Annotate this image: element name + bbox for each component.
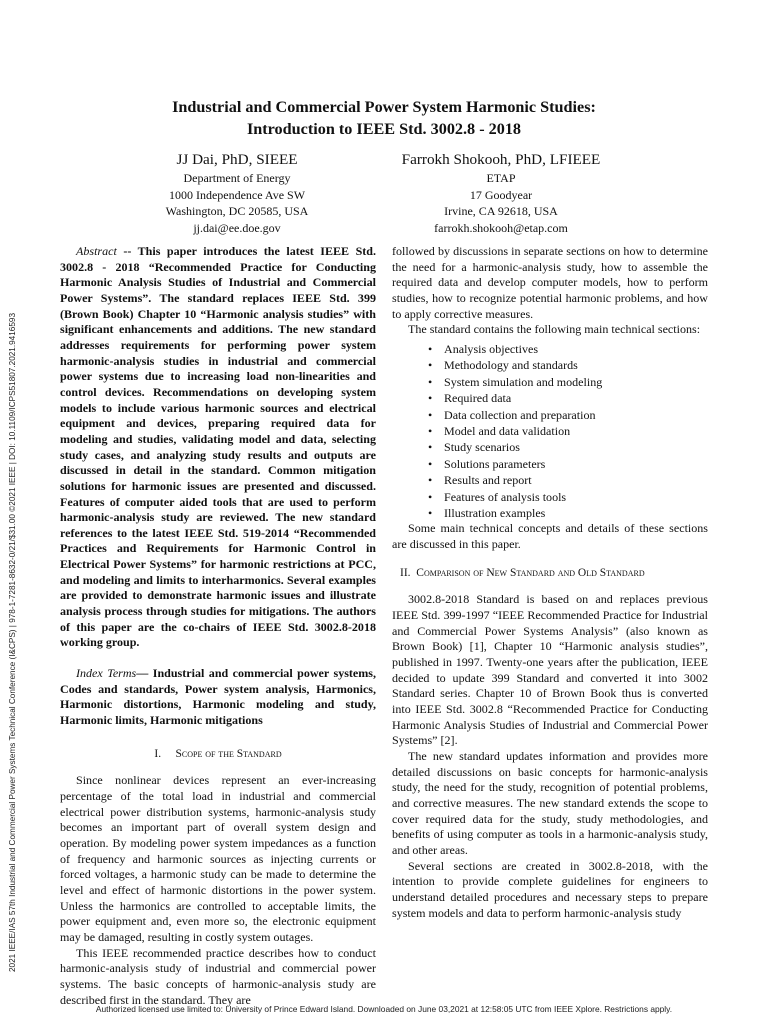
list-item: • Illustration examples	[428, 505, 708, 521]
section-number: II.	[400, 566, 411, 579]
section-1-heading	[60, 747, 376, 763]
paragraph: followed by discussions in separate sections on how to determine the need for a harmonic-analysis study, how to assemble the required data and develop computer models, how to perform studies, how to recognize potential harmonic problems, and how to apply corrective measures.	[392, 244, 708, 321]
section-number: I.	[154, 747, 162, 760]
paragraph: The new standard updates information and provides more detailed discussions on basic concepts for harmonic-analysis study, the need for the study, recognition of potential problems, and corrective measures. The new standard extends the scope to cover required data for the study, study methodologies, and benefits of using computer as tools in a harmonic-analysis study, and other areas.	[392, 748, 708, 857]
author-name: Farrokh Shokooh, PhD, LFIEEE	[401, 151, 601, 168]
abstract-text: -- This paper introduces the latest IEEE Std. 3002.8 - 2018 “Recommended Practice for Conducting Harmonic Analysis Studies of Industrial and Commercial Power Systems”. The standard replaces IEEE Std. 399 (Brown Book) Chapter 10 “Harmonic analysis studies” with significant enhancements and additions. The new standard addresses requirements for performing power system harmonic-analysis studies in industrial and commercial power systems due to increasing load non-linearities and control devices. Recommendations on developing system models to include various harmonic sources and electrical equipment and devices, preparing required data for modeling and studies, validating model and data, selecting study cases, and analyzing study results and outputs are discussed in detail in the standard. Common mitigation solutions for harmonic issues are presented and discussed. Features of computer aided tools that are used to perform harmonic-analysis study are reviewed. The new standard references to the latest IEEE Std. 519-2014 “Recommended Practices and Requirements for Harmonic Control in Electrical Power Systems” for harmonic restrictions at PCC, and modeling and limits to interharmonics. Several examples are provided to demonstrate harmonic issues and illustrate analysis process through studies for mitigations. The authors of this paper are the co-chairs of IEEE Std. 3002.8-2018 working group.	[60, 244, 376, 650]
paragraph: Several sections are created in 3002.8-2018, with the intention to provide complete guidelines for engineers to understand detailed procedures and necessary steps to prepare system models and data to perform harmonic-analysis study	[392, 858, 708, 920]
author-org: ETAP	[486, 171, 516, 185]
left-column	[60, 244, 376, 1008]
list-item: • Required data	[428, 390, 708, 406]
right-column	[392, 244, 708, 921]
list-item: • Study scenarios	[428, 439, 708, 455]
list-item: • Features of analysis tools	[428, 489, 708, 505]
author-address-line: Washington, DC 20585, USA	[165, 204, 309, 218]
paper-title	[60, 96, 708, 140]
paragraph: The standard contains the following main technical sections:	[408, 322, 701, 337]
index-terms-lead: Index Terms	[76, 666, 137, 681]
section-title: Scope of the Standard	[175, 747, 282, 760]
author-address-line: 17 Goodyear	[469, 187, 533, 202]
list-item: • Data collection and preparation	[428, 407, 708, 423]
author-org: Department of Energy	[183, 171, 291, 185]
author-name: JJ Dai, PhD, SIEEE	[176, 151, 298, 168]
section-topic-list	[392, 341, 708, 521]
abstract-lead: Abstract	[76, 244, 117, 258]
author-block-2	[376, 150, 626, 236]
paragraph: Since nonlinear devices represent an ever-increasing percentage of the total load in industrial and commercial electrical power distribution systems, harmonic-analysis study becomes an important part of overall system design and operation. By modeling power system impedances as a function of frequency and harmonic sources as injecting currents or forced voltages, a harmonic study can be made to determine the level and effect of harmonic distortions in the power system. Unless the harmonics are controlled to acceptable limits, the power equipment and, even more so, the electronic equipment may be damaged, resulting in costly system outages.	[60, 773, 376, 944]
list-item: • Analysis objectives	[428, 341, 708, 357]
paragraph: This IEEE recommended practice describes how to conduct harmonic-analysis study of industrial and commercial power systems. The basic concepts of harmonic-analysis study are described first in the standard. They are	[60, 945, 376, 1007]
list-item: • Methodology and standards	[428, 357, 708, 373]
list-item: • Solutions parameters	[428, 456, 708, 472]
author-email: farrokh.shokooh@etap.com	[434, 220, 568, 235]
index-terms-text: — Industrial and commercial power systems, Codes and standards, Power system analysis, Harmonics, Harmonic distortions, Harmonic modeling and study, Harmonic limits, Harmonic mitigations	[60, 666, 376, 728]
paragraph: Some main technical concepts and details of these sections are discussed in this paper.	[392, 521, 708, 552]
author-address-line: Irvine, CA 92618, USA	[444, 204, 558, 218]
author-email: jj.dai@ee.doe.gov	[193, 220, 281, 235]
section-title: Comparison of New Standard and Old Standard	[416, 566, 645, 579]
license-footer: Authorized licensed use limited to: University of Prince Edward Island. Downloaded on June 03,2021 at 12:58:05 UTC from IEEE Xplore. Restrictions apply.	[95, 1004, 673, 1014]
paragraph: 3002.8-2018 Standard is based on and replaces previous IEEE Std. 399-1997 “IEEE Recommended Practice for Industrial and Commercial Power Systems Analysis” (also known as Brown Book) [1], Chapter 10 “Harmonic analysis studies”, published in 1997. Twenty-one years after the publication, IEEE decided to update 399 Standard and converted it into 3002 Standard series. Chapter 10 of Brown Book thus is converted into IEEE Std. 3002.8 “Recommended Practice for Conducting Harmonic Analysis Studies of Industrial and Commercial Power Systems” [2].	[392, 592, 708, 748]
author-block-1	[112, 150, 362, 236]
list-item: • System simulation and modeling	[428, 374, 708, 390]
title-line-2: Introduction to IEEE Std. 3002.8 - 2018	[246, 120, 522, 138]
title-line-1: Industrial and Commercial Power System Harmonic Studies:	[172, 98, 596, 116]
index-terms	[60, 666, 376, 729]
list-item: • Results and report	[428, 472, 708, 488]
list-item: • Model and data validation	[428, 423, 708, 439]
conference-side-strip: 2021 IEEE/IAS 57th Industrial and Commercial Power Systems Technical Conference (I&CPS) | 978-1-7281-8632-0/21/$31.00 ©2021 IEEE | DOI: 10.1109/ICPS51807.2021.9416593	[8, 312, 17, 972]
author-address-line: 1000 Independence Ave SW	[168, 187, 306, 202]
abstract	[60, 244, 376, 651]
section-2-heading	[392, 566, 708, 582]
